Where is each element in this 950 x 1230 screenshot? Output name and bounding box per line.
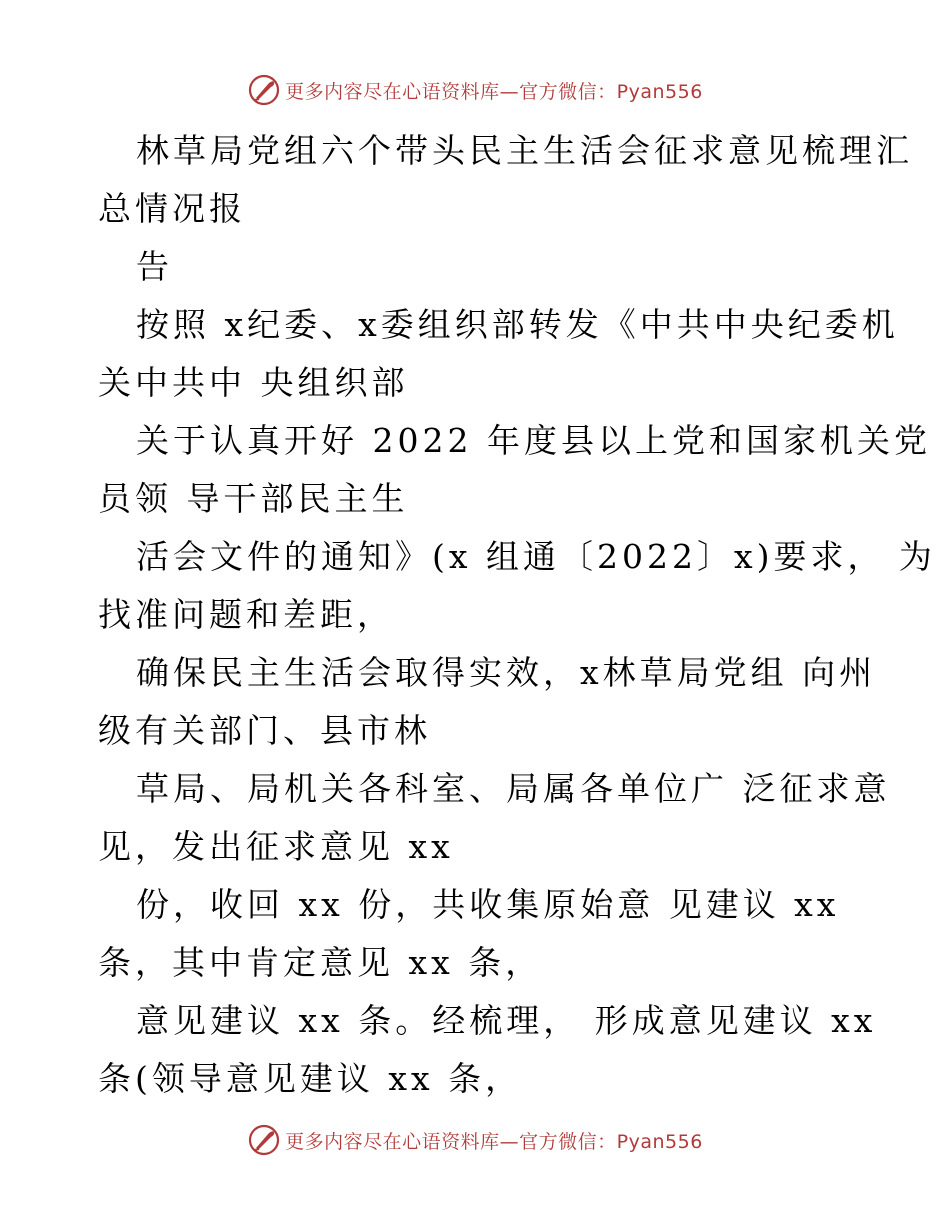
document-body [98, 122, 936, 1108]
watermark-separator: — [499, 80, 520, 103]
paragraph-line: 关中共中 央组织部 [98, 363, 409, 402]
quill-logo-icon [247, 73, 281, 107]
paragraph-line: 见，发出征求意见 xx [98, 827, 454, 866]
paragraph-line: 关于认真开好 2022 年度县以上党和国家机关党 [136, 421, 931, 460]
watermark-group [247, 73, 703, 107]
doc-title-line-1: 林草局党组六个带头民主生活会征求意见梳理汇 [136, 131, 913, 170]
watermark-separator: — [499, 1130, 520, 1153]
paragraph-line: 确保民主生活会取得实效，x林草局党组 向州 [136, 653, 877, 692]
quill-logo-icon [247, 1123, 281, 1157]
paragraph-line: 条，其中肯定意见 xx 条， [98, 943, 543, 982]
watermark-title: 更多内容尽在心语资料库 [285, 80, 500, 103]
paragraph-line: 条(领导意见建议 xx 条， [98, 1059, 523, 1098]
watermark-group [247, 1123, 703, 1157]
paragraph-line: 意见建议 xx 条。经梳理， 形成意见建议 xx [136, 1001, 877, 1040]
watermark-wechat: 官方微信：Pyan556 [519, 1130, 703, 1153]
watermark-title: 更多内容尽在心语资料库 [285, 1130, 500, 1153]
doc-title-line-2: 总情况报 [98, 189, 246, 228]
watermark-text [285, 1127, 703, 1154]
doc-title-line-3: 告 [136, 247, 173, 286]
paragraph-line: 找准问题和差距， [98, 595, 394, 634]
watermark-wechat: 官方微信：Pyan556 [519, 80, 703, 103]
paragraph-line: 级有关部门、县市林 [98, 711, 431, 750]
paragraph-line: 按照 x纪委、x委组织部转发《中共中央纪委机 [136, 305, 899, 344]
paragraph-line: 员领 导干部民主生 [98, 479, 409, 518]
paragraph-line: 份，收回 xx 份，共收集原始意 见建议 xx [136, 885, 840, 924]
footer-watermark-banner [0, 1122, 950, 1158]
header-watermark-banner [0, 72, 950, 108]
watermark-text [285, 77, 703, 104]
paragraph-line: 草局、局机关各科室、局属各单位广 泛征求意 [136, 769, 891, 808]
paragraph-line: 活会文件的通知》(x 组通〔2022〕x)要求， 为 [136, 537, 936, 576]
